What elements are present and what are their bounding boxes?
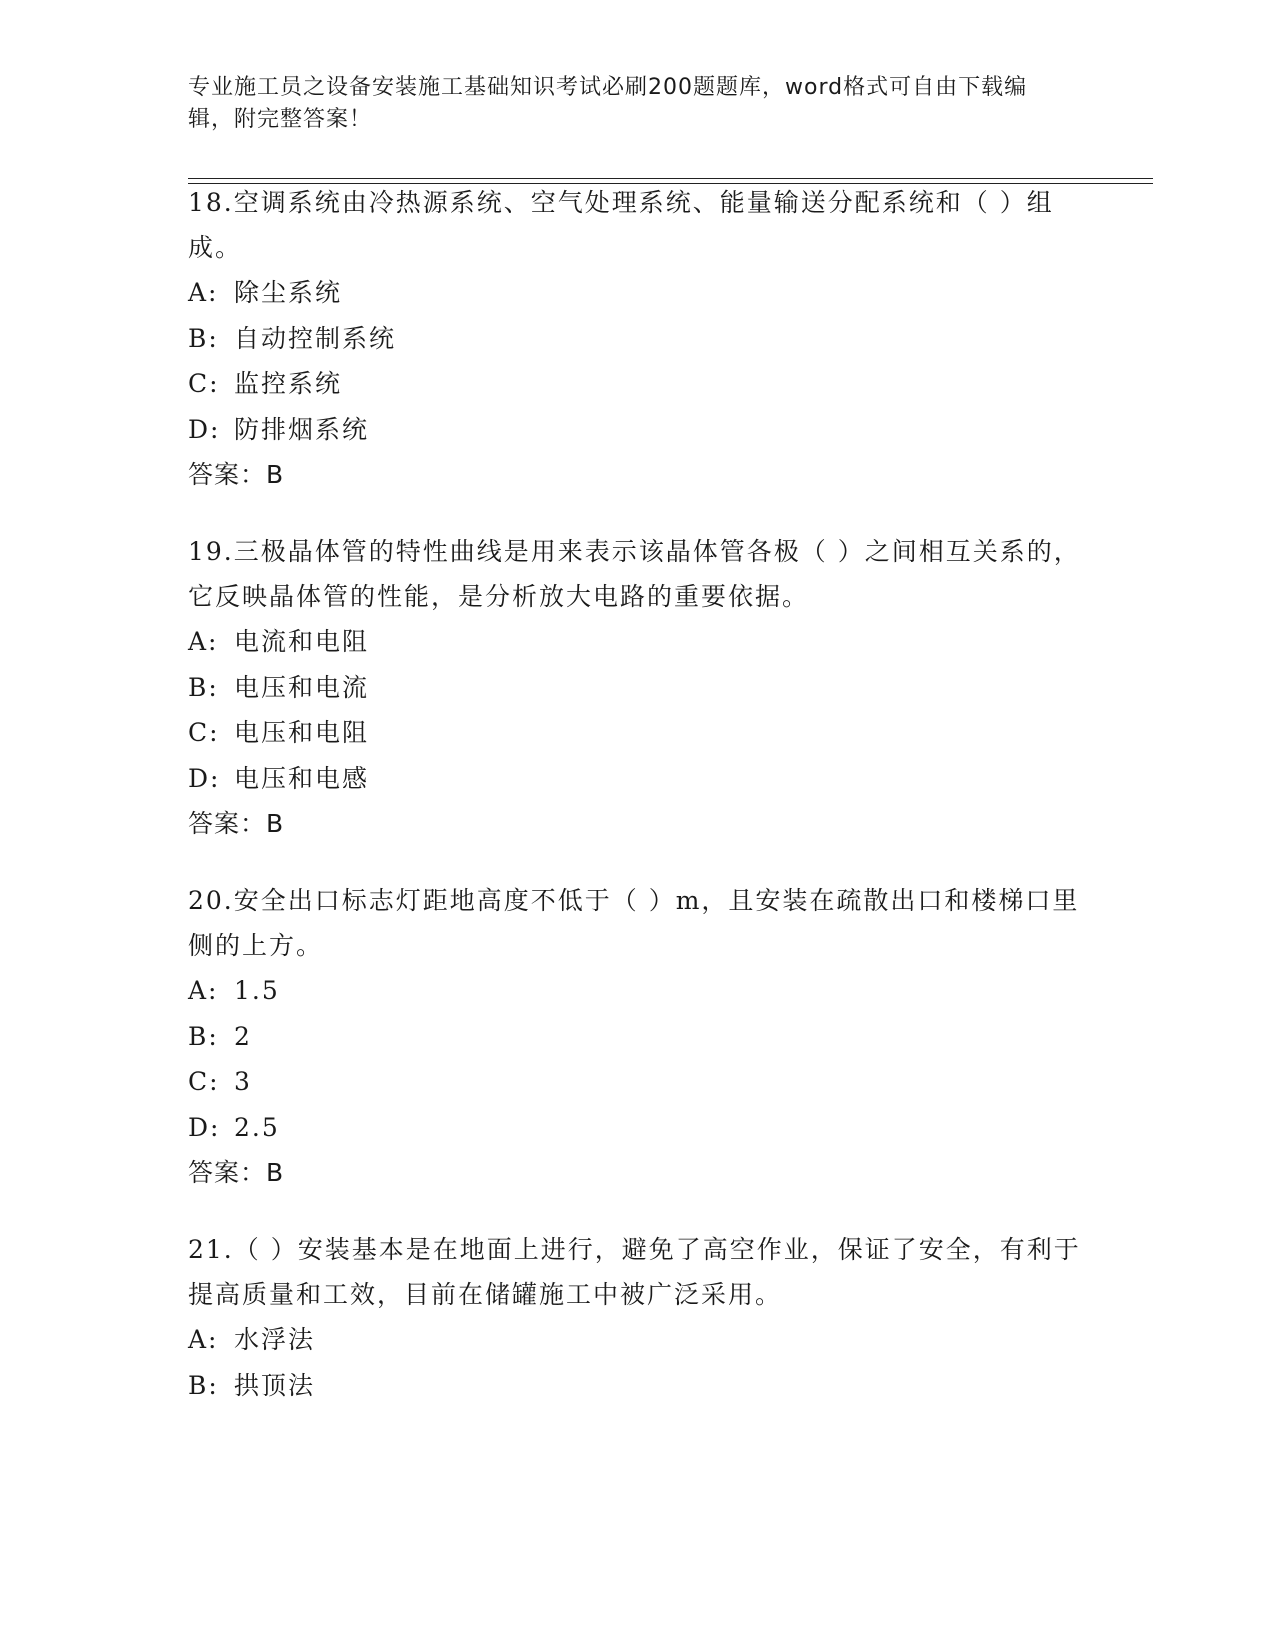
option-letter: A: — [188, 1325, 219, 1354]
option-text: 电压和电阻 — [234, 718, 370, 747]
option-b — [188, 1363, 1088, 1409]
option-text: 2 — [234, 1021, 252, 1051]
option-letter: D: — [188, 414, 221, 444]
question-18 — [188, 180, 1088, 498]
option-text: 电压和电感 — [234, 763, 370, 793]
option-text: 防排烟系统 — [234, 414, 370, 444]
option-d — [188, 1105, 1088, 1151]
option-text: 除尘系统 — [234, 278, 343, 307]
question-21 — [188, 1227, 1088, 1408]
option-letter: B: — [188, 672, 219, 702]
question-text: 20.安全出口标志灯距地高度不低于（ ）m，且安装在疏散出口和楼梯口里侧的上方。 — [188, 886, 1080, 960]
option-text: 自动控制系统 — [234, 323, 397, 353]
question-20 — [188, 878, 1088, 1196]
option-c — [188, 361, 1088, 407]
header-title: 专业施工员之设备安装施工基础知识考试必刷200题题库，word格式可自由下载编辑，附完整答案！ — [188, 75, 1028, 132]
option-letter: D: — [188, 1112, 221, 1142]
option-text: 2.5 — [234, 1112, 280, 1142]
option-a — [188, 968, 1088, 1014]
option-letter: A: — [188, 278, 219, 307]
option-text: 电流和电阻 — [234, 627, 370, 656]
option-b — [188, 1014, 1088, 1060]
question-text: 18.空调系统由冷热源系统、空气处理系统、能量输送分配系统和（ ）组成。 — [188, 188, 1054, 262]
option-a — [188, 619, 1088, 665]
option-text: 监控系统 — [234, 369, 343, 398]
option-c — [188, 710, 1088, 756]
option-letter: A: — [188, 627, 219, 656]
option-text: 拱顶法 — [234, 1370, 316, 1400]
option-text: 3 — [234, 1067, 252, 1096]
answer-line: 答案：B — [188, 1158, 285, 1187]
question-text: 19.三极晶体管的特性曲线是用来表示该晶体管各极（ ）之间相互关系的，它反映晶体管的性能，是分析放大电路的重要依据。 — [188, 537, 1081, 611]
question-19 — [188, 529, 1088, 847]
option-text: 电压和电流 — [234, 672, 370, 702]
option-letter: A: — [188, 976, 219, 1005]
question-text: 21.（ ）安装基本是在地面上进行，避免了高空作业，保证了安全，有利于提高质量和工效，目前在储罐施工中被广泛采用。 — [188, 1235, 1081, 1309]
option-b — [188, 665, 1088, 711]
option-letter: C: — [188, 369, 220, 398]
option-d — [188, 407, 1088, 453]
option-a — [188, 1317, 1088, 1363]
header-divider-top — [188, 178, 1153, 179]
option-d — [188, 756, 1088, 802]
option-letter: B: — [188, 323, 219, 353]
answer-line: 答案：B — [188, 809, 285, 838]
option-letter: B: — [188, 1021, 219, 1051]
option-letter: C: — [188, 1067, 220, 1096]
option-letter: D: — [188, 763, 221, 793]
option-b — [188, 316, 1088, 362]
document-header — [188, 72, 1068, 136]
answer-line: 答案：B — [188, 460, 285, 489]
option-text: 1.5 — [234, 976, 280, 1005]
option-a — [188, 270, 1088, 316]
option-letter: C: — [188, 718, 220, 747]
option-c — [188, 1059, 1088, 1105]
option-letter: B: — [188, 1370, 219, 1400]
option-text: 水浮法 — [234, 1325, 316, 1354]
